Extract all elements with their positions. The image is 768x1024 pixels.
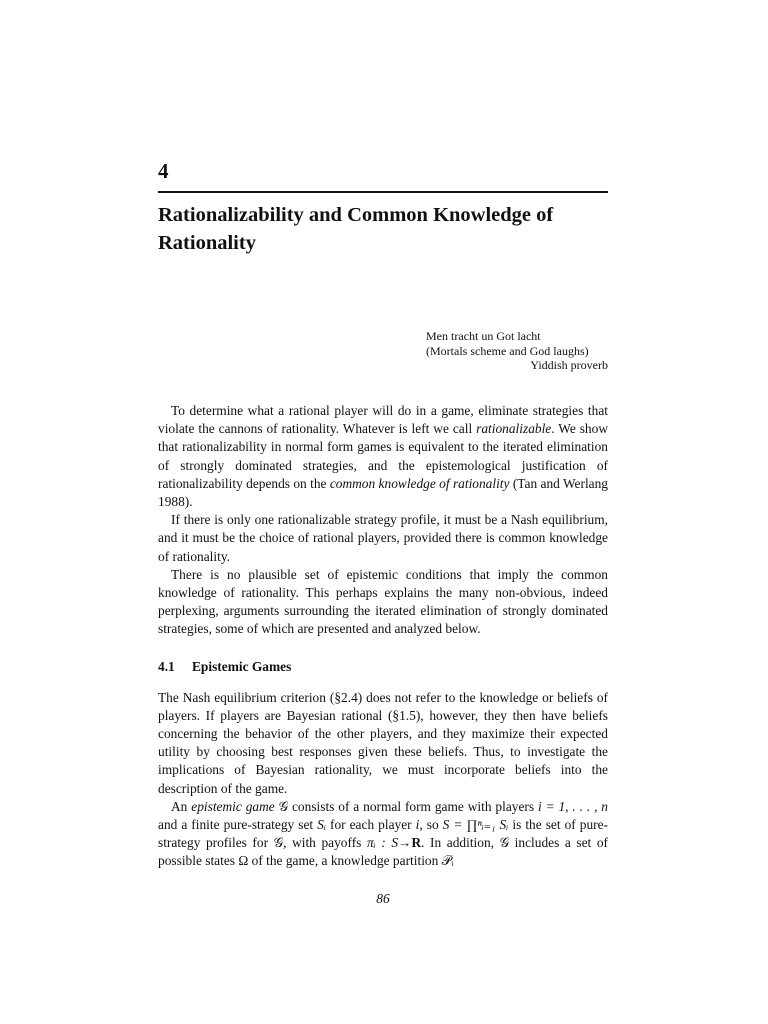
section-paragraph: An epistemic game 𝒢 consists of a normal form game with players i = 1, . . . , n and a finite pure-strategy set Sᵢ for each player i, so S = ∏ⁿᵢ₌₁ Sᵢ is the set of pure-strategy profiles for 𝒢, with payoffs πᵢ : S→R. In addition, 𝒢 includes a set of possible states Ω of the game, a knowledge partition 𝒫ᵢ: [158, 798, 609, 869]
body-text: [158, 402, 608, 871]
intro-paragraph: To determine what a rational player will do in a game, eliminate strategies that violate the cannons of rationality. Whatever is left we call rationalizable. We show that rationalizability in normal form games is equivalent to the iterated elimination of strongly dominated strategies, and the epistemological justification of rationalizability depends on the common knowledge of rationality (Tan and Werlang 1988).: [158, 403, 609, 510]
section-number: 4.1: [158, 658, 175, 674]
section-paragraph: The Nash equilibrium criterion (§2.4) does not refer to the knowledge or beliefs of players. If players are Bayesian rational (§1.5), however, they then have beliefs concerning the behavior of the other players, and they maximize their expected utility by choosing best responses given these beliefs. Thus, to investigate the implications of Bayesian rationality, we must incorporate beliefs into the description of the game.: [158, 689, 608, 796]
epigraph: [426, 329, 608, 373]
book-page: [158, 0, 608, 1024]
page-number: 86: [376, 891, 390, 906]
intro-paragraph: There is no plausible set of epistemic conditions that imply the common knowledge of rationality. This perhaps explains the many non-obvious, indeed perplexing, arguments surrounding the iterated elimination of strongly dominated strategies, some of which are presented and analyzed below.: [158, 566, 608, 637]
epigraph-translation: (Mortals scheme and God laughs): [426, 343, 589, 358]
section-heading: [158, 658, 608, 676]
epigraph-attribution: Yiddish proverb: [530, 358, 608, 372]
intro-paragraph: If there is only one rationalizable strategy profile, it must be a Nash equilibrium, and it must be the choice of rational players, provided there is common knowledge of rationality.: [158, 512, 608, 564]
chapter-rule: [158, 191, 608, 193]
epigraph-line: Men tracht un Got lacht: [426, 329, 541, 343]
chapter-title: Rationalizability and Common Knowledge of Rationality: [158, 204, 554, 254]
section-title: Epistemic Games: [192, 658, 292, 674]
chapter-number: 4: [158, 159, 169, 183]
